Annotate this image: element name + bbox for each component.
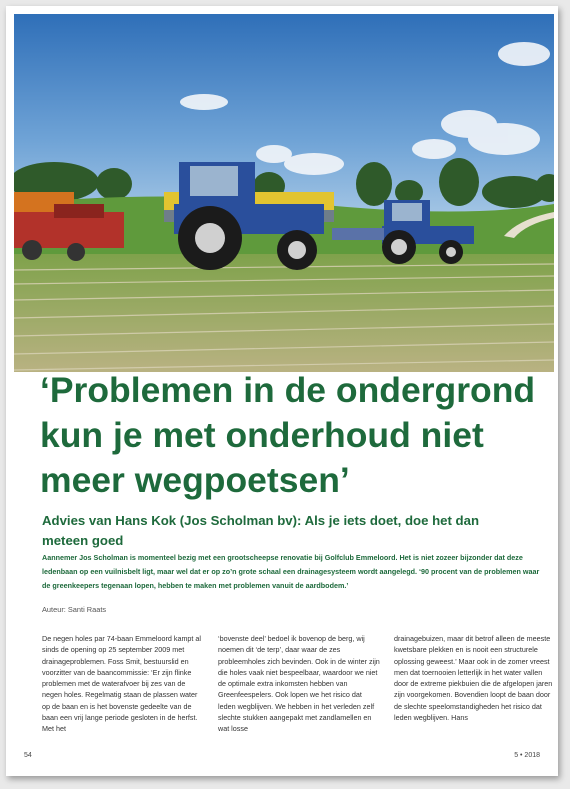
article-headline xyxy=(40,368,550,503)
body-column-1: De negen holes par 74-baan Emmeloord kampt al sinds de opening op 25 september 2009 met drainageproblemen. Foss Smit, bestuurslid en voorzitter van de baancommissie: ‘Er zijn flinke problemen met de waterafvoer bij zes van de negen holes. Regelmatig staan de plassen water op de baan en is het bovenste gedeelte van de baan een vrij lange periode gesloten in de herfst. Met het xyxy=(42,634,202,734)
headline-line-3: meer wegpoetsen’ xyxy=(40,460,350,500)
magazine-page xyxy=(6,6,558,776)
article-subheadline: Advies van Hans Kok (Jos Scholman bv): Als je iets doet, doe het dan meteen goed xyxy=(42,513,479,548)
article-photo xyxy=(14,14,554,372)
page-number: 54 xyxy=(24,752,32,759)
issue-label: 5 • 2018 xyxy=(514,752,540,759)
body-column-3: drainagebuizen, maar dit betrof alleen de meeste kwetsbare plekken en is nooit een structurele oplossing geweest.’ Maar ook in de zomer vreest men dat toernooien letterlijk in het water vallen door de extreme piekbuien die de afgelopen jaren zijn voorgekomen. Bovendien loopt de baan door de slechte speelomstandigheden het risico dat leden wegblijven. Hans xyxy=(394,634,553,723)
article-intro: Aannemer Jos Scholman is momenteel bezig met een grootscheepse renovatie bij Golfclub Emmeloord. Het is niet zozeer bijzonder dat deze ledenbaan op een vuilnisbelt ligt, maar wel dat er op zo’n grote schaal een drainagesysteem wordt aangelegd. ‘90 procent van de problemen waar de greenkeepers tegenaan lopen, hebben te maken met problemen vanuit de aardbodem.’ xyxy=(42,553,540,590)
headline-line-1: ‘Problemen in de ondergrond xyxy=(40,370,536,410)
body-column-2: ‘bovenste deel’ bedoel ik bovenop de berg, wij noemen dit ‘de terp’, daar waar de zes probleemholes zich bevinden. Ook in de winter zijn die holes vaak niet bespeelbaar, waardoor we niet de optimale extra inkomsten hebben van Greenfeespelers. Ook lopen we het risico dat leden wegblijven. We hebben in het verleden zelf slechte stukken aangepakt met zandlamellen en wat losse xyxy=(218,634,380,734)
article-author: Auteur: Santi Raats xyxy=(42,605,107,614)
headline-line-2: kun je met onderhoud niet xyxy=(40,415,484,455)
